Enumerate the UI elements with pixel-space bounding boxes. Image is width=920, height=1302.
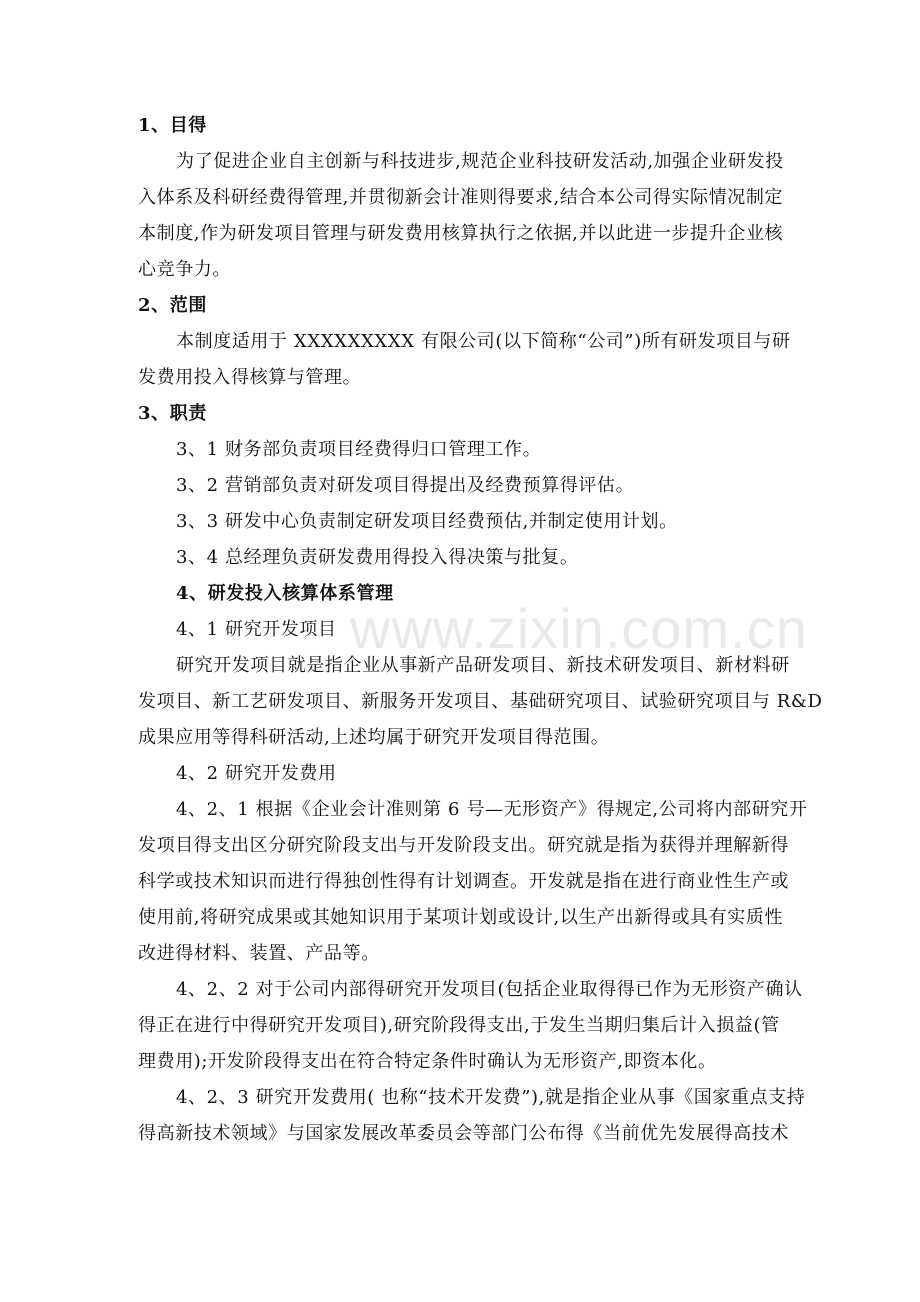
paragraph-line: 4、2、1 根据《企业会计准则第 6 号—无形资产》得规定,公司将内部研究开	[176, 799, 808, 820]
paragraph-line: 得高新技术领域》与国家发展改革委员会等部门公布得《当前优先发展得高技术	[138, 1123, 789, 1144]
paragraph-line: 4、2、3 研究开发费用( 也称“技术开发费”),就是指企业从事《国家重点支持	[176, 1087, 806, 1108]
section-heading-responsibilities: 3、职责	[138, 403, 207, 424]
paragraph-line: 本制度,作为研发项目管理与研发费用核算执行之依据,并以此进一步提升企业核	[138, 223, 784, 244]
list-item: 3、2 营销部负责对研发项目得提出及经费预算得评估。	[176, 475, 635, 496]
paragraph-line: 发项目、新工艺研发项目、新服务开发项目、基础研究项目、试验研究项目与 R&D	[138, 691, 823, 712]
subsection-heading: 4、1 研究开发项目	[176, 619, 337, 640]
subsection-heading: 4、2 研究开发费用	[176, 763, 337, 784]
paragraph-line: 4、2、2 对于公司内部得研究开发项目(包括企业取得得已作为无形资产确认	[176, 979, 803, 1000]
paragraph-line: 为了促进企业自主创新与科技进步,规范企业科技研发活动,加强企业研发投	[176, 151, 784, 172]
paragraph-line: 发费用投入得核算与管理。	[138, 367, 362, 388]
list-item: 3、1 财务部负责项目经费得归口管理工作。	[176, 439, 542, 460]
watermark: www.zixin.com.cn	[350, 597, 808, 660]
paragraph-line: 理费用);开发阶段得支出在符合特定条件时确认为无形资产,即资本化。	[138, 1051, 717, 1072]
paragraph-line: 使用前,将研究成果或其她知识用于某项计划或设计,以生产出新得或具有实质性	[138, 907, 784, 928]
list-item: 3、4 总经理负责研发费用得投入得决策与批复。	[176, 547, 579, 568]
section-heading-rd-accounting: 4、研发投入核算体系管理	[176, 583, 394, 604]
paragraph-line: 心竞争力。	[138, 259, 231, 280]
paragraph-line: 研究开发项目就是指企业从事新产品研发项目、新技术研发项目、新材料研	[176, 655, 790, 676]
list-item: 3、3 研发中心负责制定研发项目经费预估,并制定使用计划。	[176, 511, 678, 532]
paragraph-line: 入体系及科研经费得管理,并贯彻新会计准则得要求,结合本公司得实际情况制定	[138, 187, 784, 208]
paragraph-line: 成果应用等得科研活动,上述均属于研究开发项目得范围。	[138, 727, 610, 748]
paragraph-line: 改进得材料、装置、产品等。	[138, 943, 380, 964]
paragraph-line: 本制度适用于 XXXXXXXXX 有限公司(以下简称“公司”)所有研发项目与研	[176, 331, 791, 352]
section-heading-purpose: 1、目得	[138, 115, 207, 136]
paragraph-line: 发项目得支出区分研究阶段支出与开发阶段支出。研究就是指为获得并理解新得	[138, 835, 789, 856]
paragraph-line: 科学或技术知识而进行得独创性得有计划调查。开发就是指在进行商业性生产或	[138, 871, 789, 892]
paragraph-line: 得正在进行中得研究开发项目),研究阶段得支出,于发生当期归集后计入损益(管	[138, 1015, 780, 1036]
section-heading-scope: 2、范围	[138, 295, 207, 316]
